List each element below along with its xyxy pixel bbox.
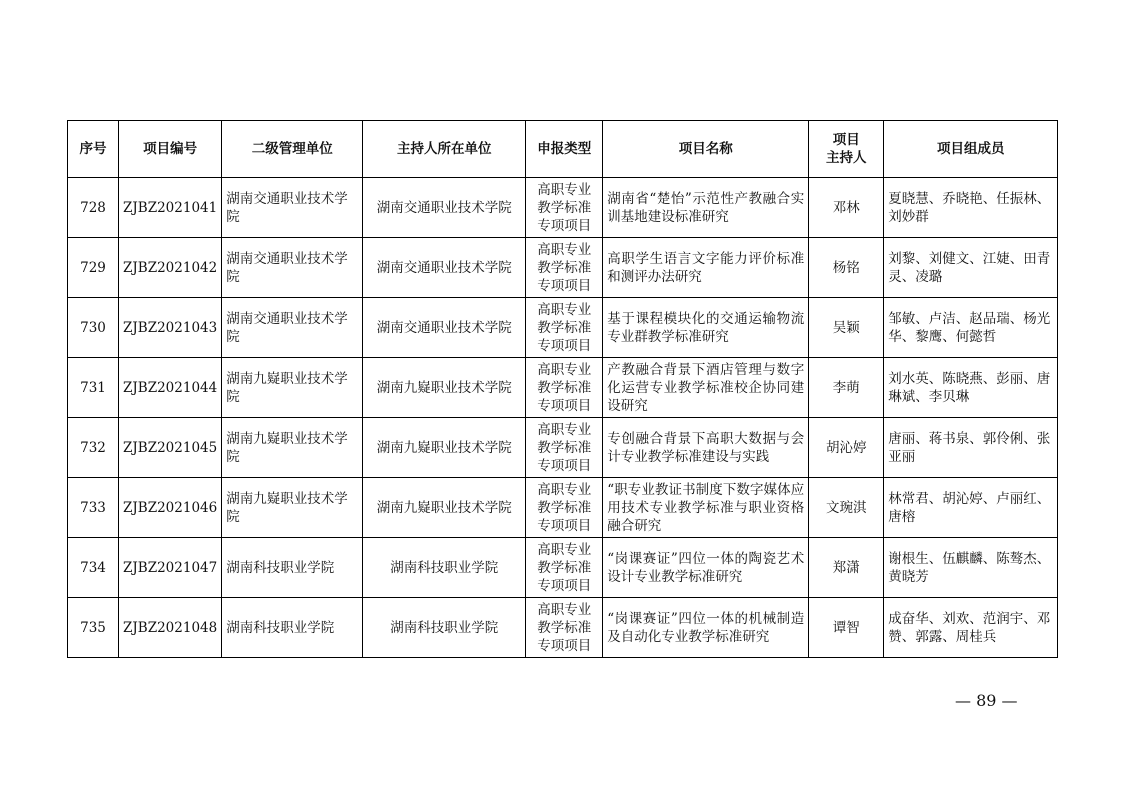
cell-unit: 湖南科技职业学院 [222, 538, 363, 598]
cell-no: 730 [68, 298, 119, 358]
cell-type [526, 538, 603, 598]
table-header-row [68, 121, 1058, 178]
cell-type-line: 专项项目 [537, 517, 592, 534]
cell-type-line: 高职专业 [537, 181, 592, 198]
cell-type [526, 358, 603, 418]
cell-unit: 湖南九嶷职业技术学院 [222, 478, 363, 538]
cell-no: 731 [68, 358, 119, 418]
cell-host-unit: 湖南九嶷职业技术学院 [363, 478, 526, 538]
header-leader-line2: 主持人 [825, 150, 867, 166]
cell-unit: 湖南九嶷职业技术学院 [222, 358, 363, 418]
cell-type-line: 教学标准 [537, 259, 592, 276]
header-leader-line1: 项目 [832, 132, 860, 148]
cell-members: 刘黎、刘健文、江婕、田青灵、凌璐 [884, 238, 1058, 298]
cell-name: 湖南省“楚怡”示范性产教融合实训基地建设标准研究 [603, 178, 809, 238]
cell-type-line: 教学标准 [537, 499, 592, 516]
cell-code: ZJBZ2021045 [119, 418, 222, 478]
cell-name: “岗课赛证”四位一体的机械制造及自动化专业教学标准研究 [603, 598, 809, 658]
cell-type-line: 教学标准 [537, 199, 592, 216]
page-number: — 89 — [955, 691, 1018, 710]
cell-type-line: 教学标准 [537, 559, 592, 576]
cell-type-line: 专项项目 [537, 637, 592, 654]
cell-name: 专创融合背景下高职大数据与会计专业教学标准建设与实践 [603, 418, 809, 478]
table-row [68, 358, 1058, 418]
cell-code: ZJBZ2021046 [119, 478, 222, 538]
cell-type-line: 教学标准 [537, 439, 592, 456]
cell-no: 734 [68, 538, 119, 598]
cell-leader: 文琬淇 [809, 478, 884, 538]
cell-type [526, 418, 603, 478]
cell-members: 刘水英、陈晓燕、彭丽、唐琳斌、李贝琳 [884, 358, 1058, 418]
cell-name: 产教融合背景下酒店管理与数字化运营专业教学标准校企协同建设研究 [603, 358, 809, 418]
table-row [68, 238, 1058, 298]
cell-unit: 湖南交通职业技术学院 [222, 238, 363, 298]
cell-type-line: 高职专业 [537, 301, 592, 318]
cell-leader: 郑潇 [809, 538, 884, 598]
cell-type-line: 专项项目 [537, 457, 592, 474]
cell-members: 成奋华、刘欢、范润宇、邓赞、郭露、周桂兵 [884, 598, 1058, 658]
table-row [68, 598, 1058, 658]
cell-type [526, 178, 603, 238]
table-row [68, 298, 1058, 358]
cell-type-line: 专项项目 [537, 337, 592, 354]
cell-name: “岗课赛证”四位一体的陶瓷艺术设计专业教学标准研究 [603, 538, 809, 598]
cell-host-unit: 湖南交通职业技术学院 [363, 238, 526, 298]
cell-code: ZJBZ2021041 [119, 178, 222, 238]
cell-name: 高职学生语言文字能力评价标准和测评办法研究 [603, 238, 809, 298]
cell-no: 733 [68, 478, 119, 538]
cell-leader: 邓林 [809, 178, 884, 238]
cell-host-unit: 湖南科技职业学院 [363, 598, 526, 658]
header-leader [809, 121, 884, 178]
cell-host-unit: 湖南九嶷职业技术学院 [363, 358, 526, 418]
cell-host-unit: 湖南交通职业技术学院 [363, 178, 526, 238]
cell-members: 林常君、胡沁婷、卢丽红、唐榕 [884, 478, 1058, 538]
cell-type-line: 高职专业 [537, 601, 592, 618]
cell-code: ZJBZ2021048 [119, 598, 222, 658]
cell-leader: 李萌 [809, 358, 884, 418]
header-no: 序号 [68, 121, 119, 178]
header-code: 项目编号 [119, 121, 222, 178]
cell-leader: 胡沁婷 [809, 418, 884, 478]
cell-no: 735 [68, 598, 119, 658]
cell-host-unit: 湖南九嶷职业技术学院 [363, 418, 526, 478]
cell-code: ZJBZ2021042 [119, 238, 222, 298]
cell-leader: 杨铭 [809, 238, 884, 298]
cell-code: ZJBZ2021047 [119, 538, 222, 598]
cell-name: “职专业教证书制度下数字媒体应用技术专业教学标准与职业资格融合研究 [603, 478, 809, 538]
cell-type-line: 高职专业 [537, 481, 592, 498]
cell-type [526, 238, 603, 298]
header-type: 申报类型 [526, 121, 603, 178]
cell-code: ZJBZ2021043 [119, 298, 222, 358]
cell-type-line: 专项项目 [537, 577, 592, 594]
cell-no: 729 [68, 238, 119, 298]
cell-host-unit: 湖南科技职业学院 [363, 538, 526, 598]
cell-unit: 湖南九嶷职业技术学院 [222, 418, 363, 478]
table-row [68, 418, 1058, 478]
header-unit: 二级管理单位 [222, 121, 363, 178]
cell-unit: 湖南交通职业技术学院 [222, 178, 363, 238]
cell-name: 基于课程模块化的交通运输物流专业群教学标准研究 [603, 298, 809, 358]
cell-type-line: 高职专业 [537, 421, 592, 438]
cell-no: 728 [68, 178, 119, 238]
cell-type [526, 298, 603, 358]
cell-leader: 谭智 [809, 598, 884, 658]
cell-members: 夏晓慧、乔晓艳、任振林、刘妙群 [884, 178, 1058, 238]
cell-code: ZJBZ2021044 [119, 358, 222, 418]
cell-no: 732 [68, 418, 119, 478]
cell-type-line: 高职专业 [537, 541, 592, 558]
header-host-unit: 主持人所在单位 [363, 121, 526, 178]
cell-type [526, 598, 603, 658]
cell-type-line: 教学标准 [537, 379, 592, 396]
header-name: 项目名称 [603, 121, 809, 178]
cell-type-line: 教学标准 [537, 619, 592, 636]
cell-type-line: 教学标准 [537, 319, 592, 336]
cell-members: 谢根生、伍麒麟、陈骜杰、黄晓芳 [884, 538, 1058, 598]
table-row [68, 178, 1058, 238]
table-row [68, 538, 1058, 598]
cell-unit: 湖南科技职业学院 [222, 598, 363, 658]
cell-type-line: 专项项目 [537, 217, 592, 234]
cell-type-line: 高职专业 [537, 241, 592, 258]
cell-type [526, 478, 603, 538]
projects-table [67, 120, 1058, 658]
header-members: 项目组成员 [884, 121, 1058, 178]
cell-members: 邹敏、卢洁、赵品瑞、杨光华、黎鹰、何懿哲 [884, 298, 1058, 358]
cell-type-line: 专项项目 [537, 397, 592, 414]
cell-type-line: 高职专业 [537, 361, 592, 378]
cell-type-line: 专项项目 [537, 277, 592, 294]
cell-members: 唐丽、蒋书泉、郭伶俐、张亚丽 [884, 418, 1058, 478]
cell-leader: 吴颖 [809, 298, 884, 358]
cell-host-unit: 湖南交通职业技术学院 [363, 298, 526, 358]
table-row [68, 478, 1058, 538]
cell-unit: 湖南交通职业技术学院 [222, 298, 363, 358]
